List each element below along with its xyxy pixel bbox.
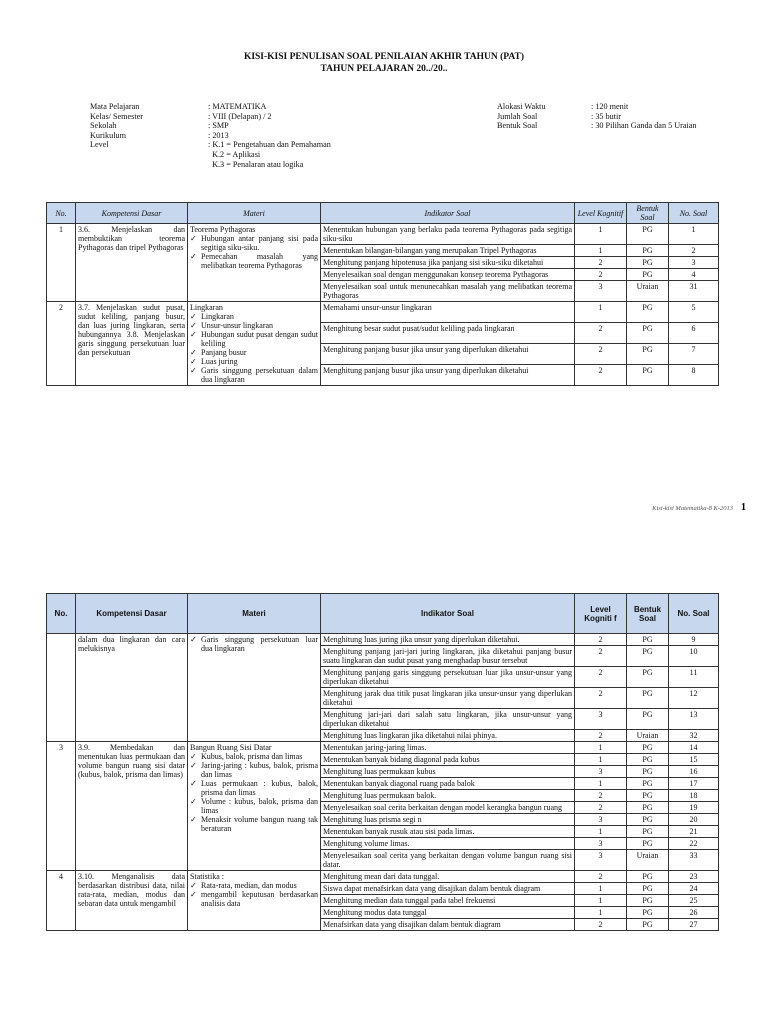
info-value: : MATEMATIKA bbox=[208, 102, 267, 111]
column-header: No. Soal bbox=[669, 203, 719, 224]
level-kognitif-cell: 2 bbox=[575, 323, 627, 344]
kompetensi-dasar-cell: 3.6. Menjelaskan dan membuktikan teorema Pythagoras dan tripel Pythagoras bbox=[76, 224, 188, 302]
indikator-soal-cell: Menghitung panjang jari-jari juring lingkaran, jika diketahui panjang busur suatu lingkaran dan sudut pusat yang menghadap busur tersebut bbox=[321, 646, 575, 667]
info-row bbox=[497, 102, 697, 112]
bentuk-soal-cell: PG bbox=[627, 344, 669, 365]
nomor-soal-cell: 31 bbox=[669, 281, 719, 302]
materi-list bbox=[190, 635, 318, 653]
indikator-soal-cell: Menghitung panjang busur jika unsur yang diperlukan diketahui bbox=[321, 365, 575, 386]
column-header: Materi bbox=[188, 203, 321, 224]
info-row bbox=[497, 112, 697, 122]
group-number: 3 bbox=[47, 742, 76, 871]
materi-item: ✓ mengambil keputusan berdasarkan analisis data bbox=[190, 890, 318, 908]
info-value: : 30 Pilihan Ganda dan 5 Uraian bbox=[591, 121, 697, 131]
level-kognitif-cell: 2 bbox=[575, 730, 627, 742]
level-kognitif-cell: 2 bbox=[575, 919, 627, 931]
nomor-soal-cell: 27 bbox=[669, 919, 719, 931]
bentuk-soal-cell: PG bbox=[627, 766, 669, 778]
level-kognitif-cell: 1 bbox=[575, 754, 627, 766]
info-value: : VIII (Delapan) / 2 bbox=[208, 111, 272, 121]
materi-item: ✓ Luas permukaan : kubus, balok, prisma dan limas bbox=[190, 779, 318, 797]
document-page-2 bbox=[0, 540, 768, 1024]
level-kognitif-cell: 1 bbox=[575, 742, 627, 754]
bentuk-soal-cell: PG bbox=[627, 323, 669, 344]
indikator-soal-cell: Menghitung mean dari data tunggal. bbox=[321, 871, 575, 883]
nomor-soal-cell: 12 bbox=[669, 688, 719, 709]
kompetensi-dasar-cell: dalam dua lingkaran dan cara melukisnya bbox=[76, 634, 188, 742]
indikator-soal-cell: Memahami unsur-unsur lingkaran bbox=[321, 302, 575, 323]
column-header: Indikator Soal bbox=[321, 594, 575, 634]
materi-title: Bangun Ruang Sisi Datar bbox=[190, 743, 272, 752]
nomor-soal-cell: 18 bbox=[669, 790, 719, 802]
level-kognitif-cell: 2 bbox=[575, 269, 627, 281]
column-header: Materi bbox=[188, 594, 321, 634]
level-kognitif-cell: 3 bbox=[575, 709, 627, 730]
indikator-soal-cell: Menghitung modus data tunggal bbox=[321, 907, 575, 919]
nomor-soal-cell: 17 bbox=[669, 778, 719, 790]
bentuk-soal-cell: PG bbox=[627, 826, 669, 838]
info-row bbox=[90, 131, 331, 141]
bentuk-soal-cell: PG bbox=[627, 709, 669, 730]
column-header: No. bbox=[47, 203, 76, 224]
materi-item: ✓ Kubus, balok, prisma dan limas bbox=[190, 752, 318, 761]
info-label: Alokasi Waktu bbox=[497, 102, 546, 111]
footer-text: Kisi-kisi Matematika-8 K-2013 bbox=[652, 505, 733, 512]
indikator-soal-cell: Menentukan banyak diagonal ruang pada balok bbox=[321, 778, 575, 790]
bentuk-soal-cell: PG bbox=[627, 742, 669, 754]
materi-item: ✓ Menaksir volume bangun ruang tak beraturan bbox=[190, 815, 318, 833]
nomor-soal-cell: 33 bbox=[669, 850, 719, 871]
column-header: No. Soal bbox=[669, 594, 719, 634]
indikator-soal-cell: Menentukan bilangan-bilangan yang merupakan Tripel Pythagoras bbox=[321, 245, 575, 257]
bentuk-soal-cell: PG bbox=[627, 302, 669, 323]
info-label: Kelas/ Semester bbox=[90, 111, 143, 121]
indikator-soal-cell: Menghitung volume limas. bbox=[321, 838, 575, 850]
nomor-soal-cell: 14 bbox=[669, 742, 719, 754]
nomor-soal-cell: 20 bbox=[669, 814, 719, 826]
info-label: Sekolah bbox=[90, 121, 117, 131]
indikator-soal-cell: Menghitung besar sudut pusat/sudut keliling pada lingkaran bbox=[321, 323, 575, 344]
level-kognitif-cell: 2 bbox=[575, 667, 627, 688]
materi-item: ✓ Pemecahan masalah yang melibatkan teorema Pythagoras bbox=[190, 252, 318, 270]
info-row bbox=[90, 112, 331, 122]
indikator-soal-cell: Menghitung panjang hipotenusa jika panjang sisi siku-siku diketahui bbox=[321, 257, 575, 269]
level-kognitif-cell: 1 bbox=[575, 302, 627, 323]
level-kognitif-cell: 2 bbox=[575, 344, 627, 365]
materi-cell bbox=[188, 302, 321, 386]
indikator-soal-cell: Menghitung luas juring jika unsur yang diperlukan diketahui. bbox=[321, 634, 575, 646]
info-label bbox=[90, 150, 208, 160]
materi-title: Statistika : bbox=[190, 872, 224, 881]
level-kognitif-cell: 2 bbox=[575, 802, 627, 814]
kompetensi-dasar-cell: 3.10. Menganalisis data berdasarkan distribusi data, nilai rata-rata, median, modus dan sebaran data untuk mengambil bbox=[76, 871, 188, 931]
page-footer bbox=[652, 502, 746, 513]
info-row bbox=[90, 121, 331, 131]
indikator-soal-cell: Menentukan jaring-jaring limas. bbox=[321, 742, 575, 754]
column-header: Kompetensi Dasar bbox=[76, 203, 188, 224]
column-header: No. bbox=[47, 594, 76, 634]
level-kognitif-cell: 3 bbox=[575, 281, 627, 302]
bentuk-soal-cell: PG bbox=[627, 814, 669, 826]
materi-item: ✓ Unsur-unsur lingkaran bbox=[190, 321, 318, 330]
info-value: : 2013 bbox=[208, 130, 229, 140]
bentuk-soal-cell: PG bbox=[627, 838, 669, 850]
nomor-soal-cell: 1 bbox=[669, 224, 719, 245]
nomor-soal-cell: 8 bbox=[669, 365, 719, 386]
indikator-soal-cell: Menentukan hubungan yang berlaku pada teorema Pythagoras pada segitiga siku-siku bbox=[321, 224, 575, 245]
bentuk-soal-cell: PG bbox=[627, 883, 669, 895]
column-header: Level Kognitif bbox=[575, 203, 627, 224]
materi-title: Teorema Pythagoras bbox=[190, 225, 256, 234]
page-number: 1 bbox=[741, 502, 746, 513]
nomor-soal-cell: 16 bbox=[669, 766, 719, 778]
nomor-soal-cell: 4 bbox=[669, 269, 719, 281]
column-header: Indikator Soal bbox=[321, 203, 575, 224]
bentuk-soal-cell: PG bbox=[627, 919, 669, 931]
bentuk-soal-cell: PG bbox=[627, 907, 669, 919]
level-kognitif-cell: 1 bbox=[575, 778, 627, 790]
materi-cell bbox=[188, 634, 321, 742]
indikator-soal-cell: Menyelesaikan soal cerita berkaitan dengan model kerangka bangun ruang bbox=[321, 802, 575, 814]
level-kognitif-cell: 2 bbox=[575, 646, 627, 667]
nomor-soal-cell: 7 bbox=[669, 344, 719, 365]
nomor-soal-cell: 22 bbox=[669, 838, 719, 850]
materi-item: ✓ Lingkaran bbox=[190, 312, 318, 321]
level-kognitif-cell: 3 bbox=[575, 850, 627, 871]
info-right-block bbox=[497, 102, 697, 131]
page-gap bbox=[0, 520, 768, 540]
kompetensi-dasar-cell: 3.9. Membedakan dan menentukan luas permukaan dan volume bangun ruang sisi datar (kubus, balok, prisma dan limas) bbox=[76, 742, 188, 871]
nomor-soal-cell: 25 bbox=[669, 895, 719, 907]
materi-list bbox=[190, 312, 318, 384]
indikator-soal-cell: Menghitung jarak dua titik pusat lingkaran jika unsur-unsur yang diperlukan diketahui bbox=[321, 688, 575, 709]
level-kognitif-cell: 1 bbox=[575, 907, 627, 919]
nomor-soal-cell: 11 bbox=[669, 667, 719, 688]
nomor-soal-cell: 26 bbox=[669, 907, 719, 919]
kompetensi-dasar-cell: 3.7. Menjelaskan sudut pusat, sudut keliling, panjang busur, dan luas juring lingkaran, serta hubungannya 3.8. Menjelaskan garis singgung persekutuan luar dan persekutuan bbox=[76, 302, 188, 386]
info-value: : 120 menit bbox=[591, 102, 629, 111]
info-value: K.3 = Penalaran atau logika bbox=[208, 159, 304, 169]
column-header: Level Kogniti f bbox=[575, 594, 627, 634]
kisi-kisi-table-page-2 bbox=[46, 593, 719, 931]
nomor-soal-cell: 2 bbox=[669, 245, 719, 257]
info-label: Jumlah Soal bbox=[497, 111, 538, 121]
group-number: 4 bbox=[47, 871, 76, 931]
level-kognitif-cell: 1 bbox=[575, 895, 627, 907]
table-row bbox=[47, 742, 719, 754]
indikator-soal-cell: Menghitung luas lingkaran jika diketahui nilai phinya. bbox=[321, 730, 575, 742]
table-row bbox=[47, 634, 719, 646]
indikator-soal-cell: Menentukan banyak rusuk atau sisi pada limas. bbox=[321, 826, 575, 838]
bentuk-soal-cell: PG bbox=[627, 802, 669, 814]
bentuk-soal-cell: Uraian bbox=[627, 730, 669, 742]
bentuk-soal-cell: PG bbox=[627, 245, 669, 257]
nomor-soal-cell: 3 bbox=[669, 257, 719, 269]
nomor-soal-cell: 10 bbox=[669, 646, 719, 667]
info-label: Level bbox=[90, 140, 109, 150]
info-row bbox=[497, 121, 697, 131]
bentuk-soal-cell: Uraian bbox=[627, 281, 669, 302]
level-kognitif-cell: 2 bbox=[575, 790, 627, 802]
nomor-soal-cell: 6 bbox=[669, 323, 719, 344]
materi-item: ✓ Garis singgung persekutuan luar dua lingkaran bbox=[190, 635, 318, 653]
materi-item: ✓ Hubungan sudut pusat dengan sudut keliling bbox=[190, 330, 318, 348]
bentuk-soal-cell: PG bbox=[627, 667, 669, 688]
info-value: K.2 = Aplikasi bbox=[208, 149, 261, 159]
bentuk-soal-cell: PG bbox=[627, 365, 669, 386]
materi-list bbox=[190, 881, 318, 908]
table-row bbox=[47, 302, 719, 323]
bentuk-soal-cell: Uraian bbox=[627, 850, 669, 871]
materi-cell bbox=[188, 871, 321, 931]
level-kognitif-cell: 3 bbox=[575, 838, 627, 850]
table-row bbox=[47, 871, 719, 883]
nomor-soal-cell: 9 bbox=[669, 634, 719, 646]
column-header: Bentuk Soal bbox=[627, 203, 669, 224]
info-value: : 35 butir bbox=[591, 111, 622, 121]
info-value: : K.1 = Pengetahuan dan Pemahaman bbox=[208, 140, 331, 150]
info-row bbox=[90, 102, 331, 112]
info-row bbox=[90, 140, 331, 150]
materi-item: ✓ Volume : kubus, balok, prisma dan limas bbox=[190, 797, 318, 815]
nomor-soal-cell: 5 bbox=[669, 302, 719, 323]
group-number: 2 bbox=[47, 302, 76, 386]
indikator-soal-cell: Siswa dapat menafsirkan data yang disajikan dalam bentuk diagram bbox=[321, 883, 575, 895]
bentuk-soal-cell: PG bbox=[627, 778, 669, 790]
indikator-soal-cell: Menghitung luas permukaan balok. bbox=[321, 790, 575, 802]
kisi-kisi-table-page-1 bbox=[46, 202, 719, 386]
nomor-soal-cell: 23 bbox=[669, 871, 719, 883]
info-label bbox=[90, 160, 208, 170]
indikator-soal-cell: Menyelesaikan soal dengan menggunakan konsep teorema Pythagoras bbox=[321, 269, 575, 281]
bentuk-soal-cell: PG bbox=[627, 646, 669, 667]
info-label: Mata Pelajaran bbox=[90, 102, 140, 111]
info-label: Bentuk Soal bbox=[497, 121, 538, 131]
level-kognitif-cell: 2 bbox=[575, 871, 627, 883]
indikator-soal-cell: Menghitung jari-jari dari salah satu lingkaran, jika unsur-unsur yang diperlukan diketahui bbox=[321, 709, 575, 730]
materi-list bbox=[190, 752, 318, 833]
document-title: KISI-KISI PENULISAN SOAL PENILAIAN AKHIR TAHUN (PAT) bbox=[243, 52, 525, 62]
nomor-soal-cell: 21 bbox=[669, 826, 719, 838]
indikator-soal-cell: Menghitung median data tunggal pada tabel frekuensi bbox=[321, 895, 575, 907]
level-kognitif-cell: 2 bbox=[575, 365, 627, 386]
column-header: Kompetensi Dasar bbox=[76, 594, 188, 634]
level-kognitif-cell: 2 bbox=[575, 257, 627, 269]
info-row bbox=[90, 160, 331, 170]
materi-item: ✓ Rata-rata, median, dan modus bbox=[190, 881, 318, 890]
bentuk-soal-cell: PG bbox=[627, 688, 669, 709]
materi-list bbox=[190, 234, 318, 270]
nomor-soal-cell: 32 bbox=[669, 730, 719, 742]
column-header: Bentuk Soal bbox=[627, 594, 669, 634]
info-left-block bbox=[90, 102, 331, 169]
materi-item: ✓ Hubungan antar panjang sisi pada segitiga siku-siku. bbox=[190, 234, 318, 252]
table-row bbox=[47, 224, 719, 245]
materi-item: ✓ Garis singgung persekutuan dalam dua lingkaran bbox=[190, 366, 318, 384]
group-number bbox=[47, 634, 76, 742]
materi-title: Lingkaran bbox=[190, 303, 223, 312]
indikator-soal-cell: Menghitung luas prisma segi n bbox=[321, 814, 575, 826]
info-label: Kurikulum bbox=[90, 130, 126, 140]
bentuk-soal-cell: PG bbox=[627, 871, 669, 883]
indikator-soal-cell: Menafsirkan data yang disajikan dalam bentuk diagram bbox=[321, 919, 575, 931]
bentuk-soal-cell: PG bbox=[627, 790, 669, 802]
indikator-soal-cell: Menghitung panjang garis singgung persekutuan luar jika unsur-unsur yang diperlukan diketahui bbox=[321, 667, 575, 688]
indikator-soal-cell: Menentukan banyak bidang diagonal pada kubus bbox=[321, 754, 575, 766]
level-kognitif-cell: 2 bbox=[575, 688, 627, 709]
nomor-soal-cell: 19 bbox=[669, 802, 719, 814]
bentuk-soal-cell: PG bbox=[627, 224, 669, 245]
materi-item: ✓ Panjang busur bbox=[190, 348, 318, 357]
nomor-soal-cell: 15 bbox=[669, 754, 719, 766]
nomor-soal-cell: 13 bbox=[669, 709, 719, 730]
info-value: : SMP bbox=[208, 121, 229, 131]
indikator-soal-cell: Menghitung panjang busur jika unsur yang diperlukan diketahui bbox=[321, 344, 575, 365]
level-kognitif-cell: 3 bbox=[575, 766, 627, 778]
indikator-soal-cell: Menyelesaikan soal cerita yang berkaitan dengan volume bangun ruang sisi datar. bbox=[321, 850, 575, 871]
level-kognitif-cell: 2 bbox=[575, 634, 627, 646]
level-kognitif-cell: 1 bbox=[575, 245, 627, 257]
nomor-soal-cell: 24 bbox=[669, 883, 719, 895]
bentuk-soal-cell: PG bbox=[627, 895, 669, 907]
indikator-soal-cell: Menyelesaikan soal untuk menunecahkan masalah yang melibatkan teorema Pythagoras bbox=[321, 281, 575, 302]
level-kognitif-cell: 3 bbox=[575, 814, 627, 826]
indikator-soal-cell: Menghitung luas permukaan kubus bbox=[321, 766, 575, 778]
materi-item: ✓ Luas juring bbox=[190, 357, 318, 366]
bentuk-soal-cell: PG bbox=[627, 257, 669, 269]
materi-cell bbox=[188, 742, 321, 871]
group-number: 1 bbox=[47, 224, 76, 302]
level-kognitif-cell: 1 bbox=[575, 883, 627, 895]
materi-item: ✓ Jaring-jaring : kubus, balok, prisma dan limas bbox=[190, 761, 318, 779]
bentuk-soal-cell: PG bbox=[627, 269, 669, 281]
materi-cell bbox=[188, 224, 321, 302]
bentuk-soal-cell: PG bbox=[627, 634, 669, 646]
level-kognitif-cell: 1 bbox=[575, 826, 627, 838]
document-subtitle: TAHUN PELAJARAN 20../20.. bbox=[320, 64, 448, 74]
info-row bbox=[90, 150, 331, 160]
level-kognitif-cell: 1 bbox=[575, 224, 627, 245]
bentuk-soal-cell: PG bbox=[627, 754, 669, 766]
